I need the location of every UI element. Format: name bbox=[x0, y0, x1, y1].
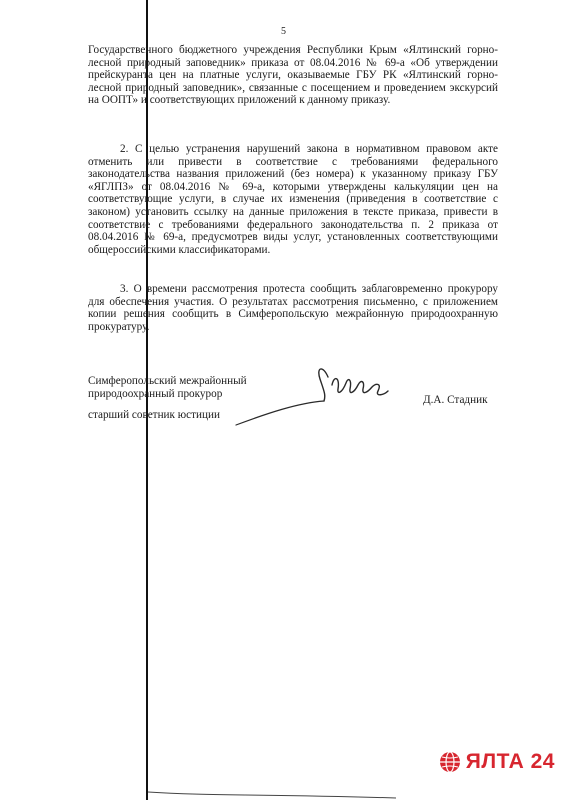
handwritten-signature bbox=[228, 355, 408, 435]
signer-name: Д.А. Стадник bbox=[423, 394, 488, 406]
page-number: 5 bbox=[281, 26, 286, 37]
watermark-logo bbox=[439, 749, 555, 775]
scan-artifact bbox=[146, 772, 406, 800]
document-body-item-3 bbox=[88, 283, 498, 333]
paragraph-item-2: 2. С целью устранения нарушений закона в нормативном правовом акте отменить или привести в соответствие с требованиями федерального законодательства названия приложений (без номера) к указанному приказу ГБУ «ЯГЛПЗ» от 08.04.2016 № 69-а, которыми утверждены калькуляции цен на соответствующие услуги, в случае их изменения (приведения в соответствие с законом) установить ссылку на данные приложения в тексте приказа, привести в соответствие с требованиями федерального законодательства п. 2 приказа от 08.04.2016 № 69-а, предусмотрев виды услуг, установленных соответствующими общероссийскими классификаторами. bbox=[88, 143, 498, 256]
signer-position-line1: Симферопольский межрайонный bbox=[88, 375, 247, 387]
paragraph-continuation: Государственного бюджетного учреждения Республики Крым «Ялтинский горно-лесной природный заповедник» приказа от 08.04.2016 № 69-а «Об утверждении прейскуранта цен на платные услуги, оказываемые ГБУ РК «Ялтинский горно-лесной природный заповедник», связанные с посещением и проведением экскурсий на ООПТ» и соответствующих приложений к данному приказу. bbox=[88, 44, 498, 107]
paragraph-item-3: 3. О времени рассмотрения протеста сообщить заблаговременно прокурору для обеспечения участия. О результатах рассмотрения письменно, с приложением копии решения сообщить в Симферопольскую межрайонную природоохранную прокуратуру. bbox=[88, 283, 498, 333]
watermark-text: ЯЛТА 24 bbox=[465, 750, 555, 773]
globe-icon bbox=[439, 751, 461, 773]
signer-position-line2: природоохранный прокурор bbox=[88, 388, 223, 400]
document-body-item-2 bbox=[88, 143, 498, 256]
document-body bbox=[88, 44, 498, 107]
signer-rank: старший советник юстиции bbox=[88, 409, 220, 421]
